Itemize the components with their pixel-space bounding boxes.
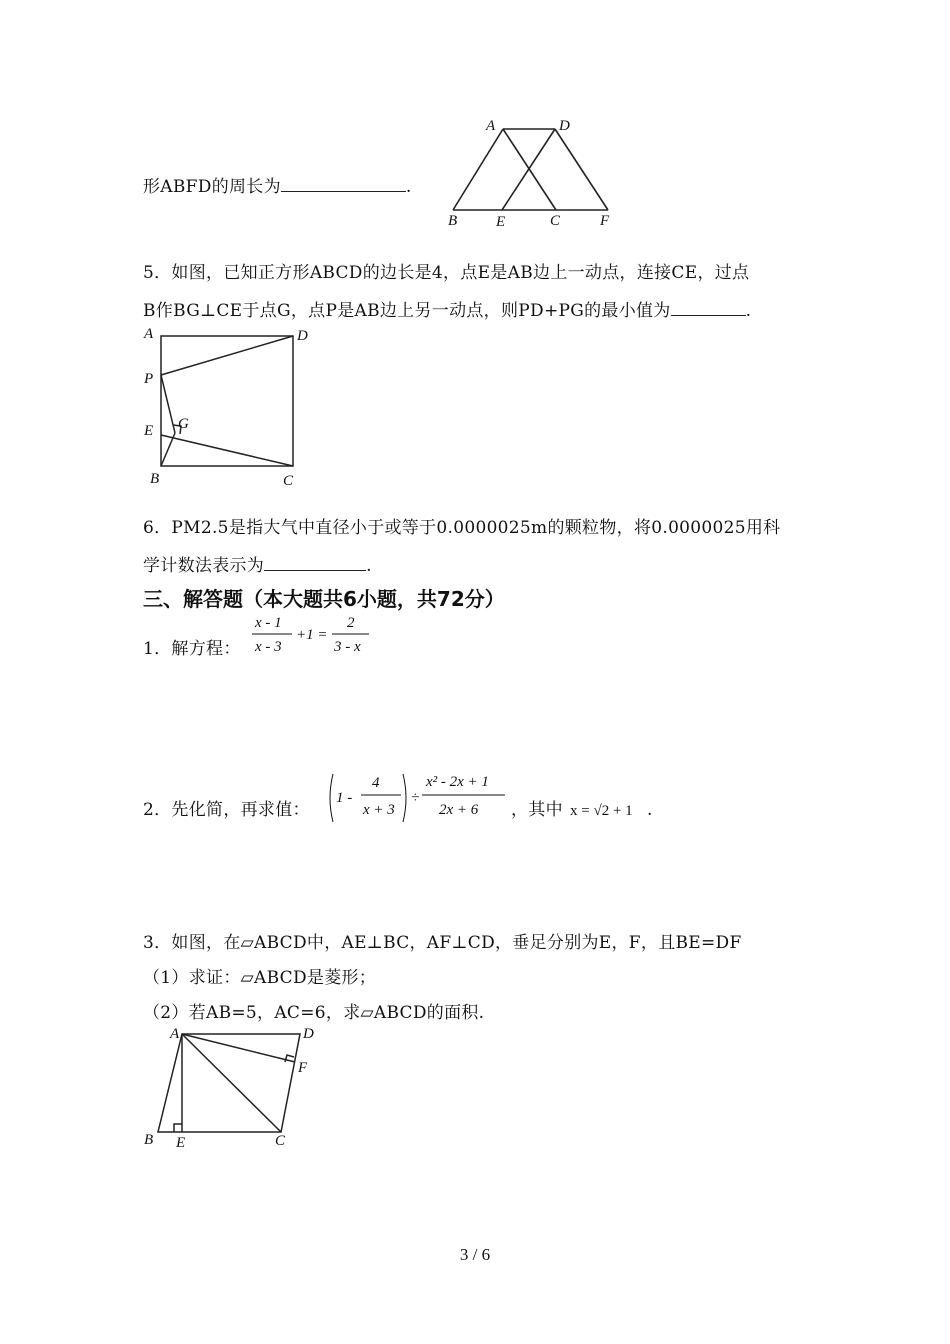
answer-blank: [264, 556, 366, 571]
label-D: D: [559, 118, 570, 134]
s3-line1: 3．如图，在▱ABCD中，AE⊥BC，AF⊥CD，垂足分别为E，F，且BE=DF: [143, 933, 742, 953]
q4-text: 形ABFD的周长为 .: [143, 177, 412, 197]
label-C: C: [550, 213, 561, 229]
s2-div: ÷: [411, 790, 420, 806]
label-B: B: [150, 471, 160, 487]
s2-mid: ，其中: [511, 800, 563, 820]
label-B: B: [448, 213, 458, 229]
answer-blank: [671, 301, 746, 316]
label-A: A: [170, 1026, 180, 1042]
q6-line1: 6．PM2.5是指大气中直径小于或等于0.0000025m的颗粒物，将0.0000025用科: [143, 518, 781, 538]
label-P: P: [144, 371, 154, 387]
label-C: C: [283, 473, 294, 489]
label-F: F: [600, 213, 610, 229]
label-E: E: [144, 423, 154, 439]
s2-x-value: x = √2 + 1: [570, 803, 633, 819]
label-C: C: [275, 1133, 286, 1149]
section-title: 三、解答题（本大题共6小题，共72分）: [143, 587, 505, 611]
label-D: D: [303, 1026, 314, 1042]
s1-den2: 3 - x: [334, 639, 361, 655]
label-A: A: [486, 118, 496, 134]
s1-mid: +1 =: [296, 627, 328, 643]
trapezoid-figure: [440, 112, 640, 232]
s2-one: 1 -: [336, 790, 353, 806]
s1-den1: x - 3: [255, 639, 282, 655]
q6-line2: 学计数法表示为 .: [143, 556, 372, 576]
label-E: E: [496, 214, 506, 230]
label-G: G: [178, 416, 189, 432]
s2-num2: x² - 2x + 1: [426, 774, 489, 790]
s2-formula: [325, 770, 515, 826]
parallelogram-figure: [138, 1022, 328, 1152]
label-E: E: [176, 1135, 186, 1151]
label-D: D: [297, 328, 308, 344]
s3-line2: （1）求证：▱ABCD是菱形；: [143, 968, 377, 988]
page-number: 3 / 6: [459, 1245, 491, 1264]
s2-num1: 4: [372, 775, 380, 791]
s2-den1: x + 3: [363, 802, 395, 818]
s2-end: .: [647, 800, 653, 820]
s2-label: 2．先化简，再求值：: [143, 800, 310, 820]
square-figure: [138, 322, 328, 492]
q5-line1: 5．如图，已知正方形ABCD的边长是4，点E是AB边上一动点，连接CE，过点: [143, 263, 750, 283]
s1-num2: 2: [347, 615, 355, 631]
label-F: F: [298, 1060, 308, 1076]
s2-den2: 2x + 6: [439, 802, 479, 818]
label-B: B: [144, 1132, 154, 1148]
label-A: A: [144, 326, 154, 342]
s3-line3: （2）若AB=5，AC=6，求▱ABCD的面积.: [143, 1003, 485, 1023]
answer-blank: [281, 177, 406, 192]
s1-label: 1．解方程：: [143, 639, 241, 659]
s1-num1: x - 1: [255, 615, 282, 631]
q5-line2: B作BG⊥CE于点G，点P是AB边上另一动点，则PD+PG的最小值为 .: [143, 301, 752, 321]
s1-formula: [248, 612, 378, 658]
